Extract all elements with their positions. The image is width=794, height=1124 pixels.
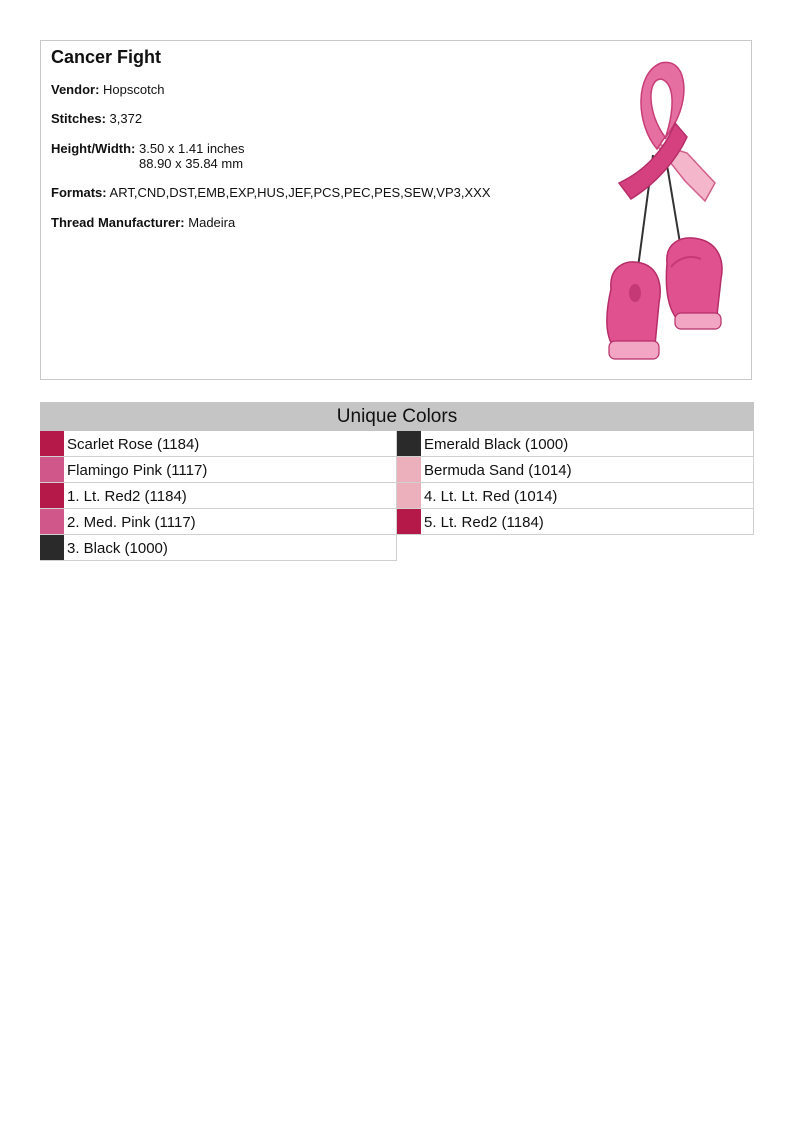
- color-name: 2. Med. Pink (1117): [67, 514, 196, 531]
- vendor-row: [51, 82, 164, 97]
- color-row: [40, 535, 397, 561]
- color-name: Scarlet Rose (1184): [67, 436, 200, 453]
- color-swatch: [40, 457, 64, 482]
- color-swatch: [40, 509, 64, 534]
- color-row: [40, 431, 397, 457]
- size-inches: 3.50 x 1.41 inches: [139, 141, 245, 156]
- color-row: [40, 483, 397, 509]
- color-name: Flamingo Pink (1117): [67, 462, 208, 479]
- stitches-value: 3,372: [109, 111, 143, 126]
- color-swatch: [40, 431, 64, 456]
- height-width-row: [51, 141, 245, 171]
- vendor-value: Hopscotch: [103, 82, 165, 97]
- color-row: [397, 457, 754, 483]
- color-swatch: [397, 457, 421, 482]
- color-name: 4. Lt. Lt. Red (1014): [424, 488, 558, 505]
- ribbon-boxing-gloves-icon: [595, 53, 747, 371]
- color-swatch: [397, 431, 421, 456]
- color-name: Bermuda Sand (1014): [424, 462, 572, 479]
- formats-value: ART,CND,DST,EMB,EXP,HUS,JEF,PCS,PEC,PES,SEW,VP3,XXX: [109, 185, 491, 200]
- color-name: 1. Lt. Red2 (1184): [67, 488, 187, 505]
- color-swatch: [40, 535, 64, 560]
- design-info-card: [40, 40, 752, 380]
- design-title: Cancer Fight: [51, 47, 162, 67]
- vendor-label: Vendor:: [51, 82, 100, 97]
- color-row: [40, 457, 397, 483]
- color-row: [397, 483, 754, 509]
- right-glove-icon: [666, 238, 722, 329]
- color-swatch: [397, 483, 421, 508]
- color-swatch: [397, 509, 421, 534]
- colors-right-column: [397, 431, 754, 535]
- height-width-label: Height/Width:: [51, 141, 136, 156]
- stitches-label: Stitches:: [51, 111, 106, 126]
- left-glove-icon: [607, 262, 660, 359]
- colors-left-column: [40, 431, 397, 561]
- unique-colors-header: Unique Colors: [40, 402, 754, 431]
- thread-row: [51, 215, 235, 230]
- stitches-row: [51, 111, 142, 126]
- thread-label: Thread Manufacturer:: [51, 215, 185, 230]
- size-mm: 88.90 x 35.84 mm: [139, 156, 244, 171]
- color-name: 5. Lt. Red2 (1184): [424, 514, 544, 531]
- formats-row: [51, 185, 491, 200]
- color-swatch: [40, 483, 64, 508]
- formats-label: Formats:: [51, 185, 107, 200]
- thread-value: Madeira: [188, 215, 236, 230]
- unique-colors-table: [40, 402, 754, 571]
- color-row: [397, 509, 754, 535]
- color-row: [40, 509, 397, 535]
- color-row: [397, 431, 754, 457]
- color-name: 3. Black (1000): [67, 540, 168, 557]
- color-name: Emerald Black (1000): [424, 436, 569, 453]
